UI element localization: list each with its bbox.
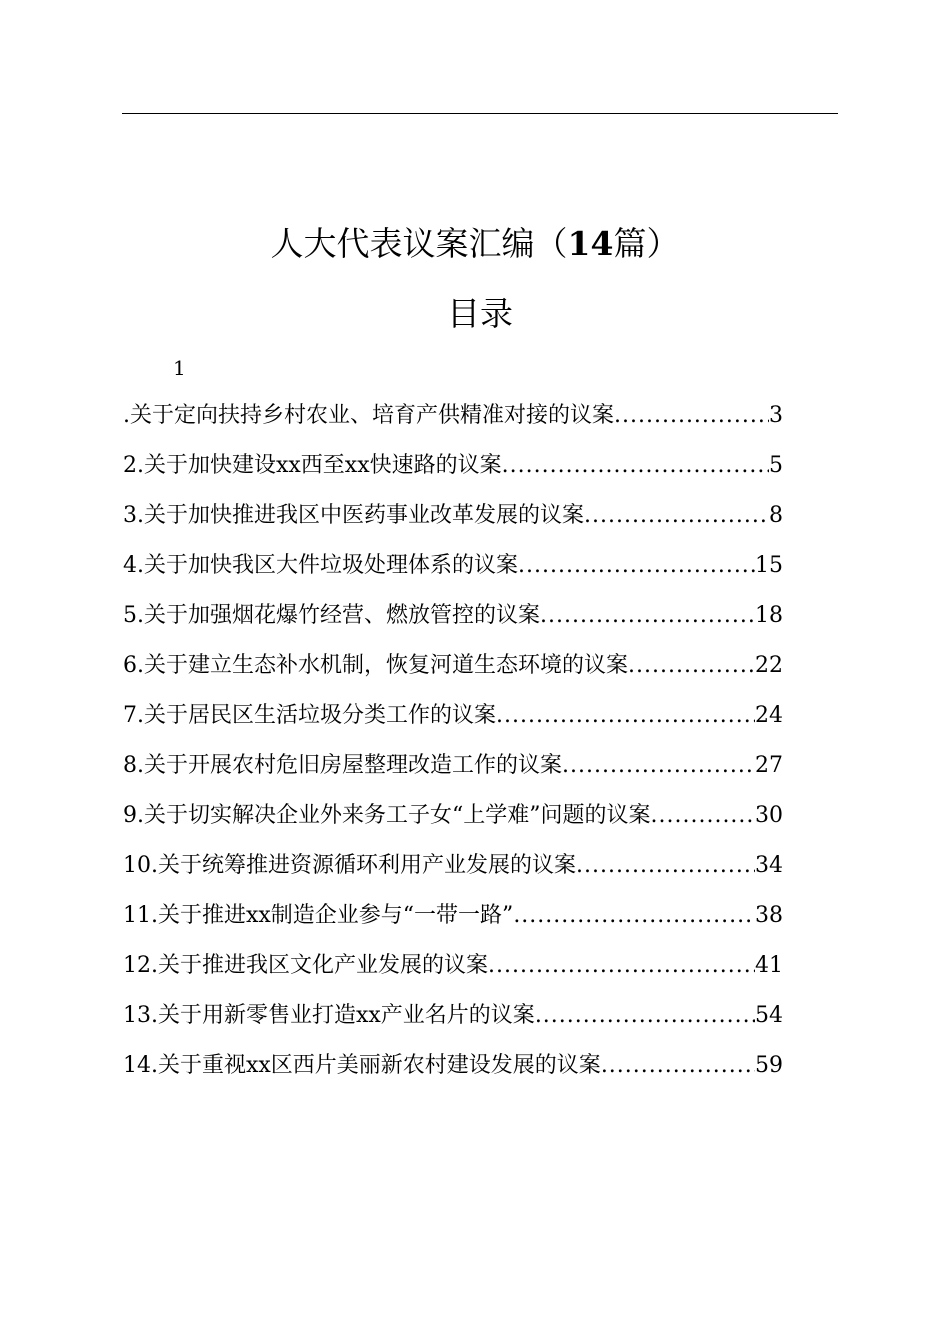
toc-entry-label: 6.关于建立生态补水机制，恢复河道生态环境的议案 <box>123 653 628 678</box>
toc-entry-page: 41 <box>755 953 783 978</box>
toc-entry-10[interactable] <box>123 841 783 891</box>
toc-entry-3[interactable] <box>123 491 783 541</box>
toc-entry-2[interactable] <box>123 441 783 491</box>
toc-dot-leader <box>562 741 755 791</box>
toc-entry-page: 5 <box>769 453 783 478</box>
toc-entry-label: 8.关于开展农村危旧房屋整理改造工作的议案 <box>123 753 562 778</box>
toc-dot-leader <box>535 991 755 1041</box>
toc-entry-page: 38 <box>755 903 783 928</box>
toc-dot-leader <box>502 441 769 491</box>
title-count: 14 <box>567 224 614 263</box>
toc-dot-leader <box>518 541 755 591</box>
title-main: 人大代表议案汇编（ <box>270 224 568 263</box>
toc-entry-label: 13.关于用新零售业打造xx产业名片的议案 <box>123 1003 535 1028</box>
toc-entry-label: 3.关于加快推进我区中医药事业改革发展的议案 <box>123 503 584 528</box>
toc-entry-1[interactable] <box>123 391 783 441</box>
toc-entry-page: 59 <box>755 1053 783 1078</box>
toc-dot-leader <box>614 391 769 441</box>
toc-entry-label: 10.关于统筹推进资源循环利用产业发展的议案 <box>123 853 576 878</box>
toc-entry-12[interactable] <box>123 941 783 991</box>
toc-entry-page: 54 <box>755 1003 783 1028</box>
toc-entry-8[interactable] <box>123 741 783 791</box>
toc-entry-page: 18 <box>755 603 783 628</box>
document-title <box>0 222 950 266</box>
toc-entry-page: 22 <box>755 653 783 678</box>
toc-entry-6[interactable] <box>123 641 783 691</box>
toc-dot-leader <box>496 691 755 741</box>
toc-dot-leader <box>628 641 755 691</box>
stray-number: 1 <box>173 356 186 380</box>
toc-entry-11[interactable] <box>123 891 783 941</box>
toc-entry-page: 15 <box>755 553 783 578</box>
toc-entry-label: 7.关于居民区生活垃圾分类工作的议案 <box>123 703 496 728</box>
toc-dot-leader <box>540 591 755 641</box>
toc-dot-leader <box>651 791 756 841</box>
toc-entry-label: 12.关于推进我区文化产业发展的议案 <box>123 953 488 978</box>
toc-entry-page: 3 <box>769 403 783 428</box>
toc-entry-page: 24 <box>755 703 783 728</box>
toc-heading: 目录 <box>447 294 513 333</box>
toc-dot-leader <box>576 841 755 891</box>
toc-entry-9[interactable] <box>123 791 783 841</box>
toc-entry-label: 14.关于重视xx区西片美丽新农村建设发展的议案 <box>123 1053 601 1078</box>
toc-entry-page: 27 <box>755 753 783 778</box>
toc-entry-14[interactable] <box>123 1041 783 1091</box>
header-rule <box>122 113 838 114</box>
toc-entry-7[interactable] <box>123 691 783 741</box>
toc-entry-page: 34 <box>755 853 783 878</box>
toc-entry-label: 4.关于加快我区大件垃圾处理体系的议案 <box>123 553 518 578</box>
table-of-contents <box>123 391 783 1091</box>
title-end: 篇） <box>613 224 680 263</box>
toc-entry-label: 2.关于加快建设xx西至xx快速路的议案 <box>123 453 502 478</box>
toc-dot-leader <box>584 491 769 541</box>
toc-entry-label: 9.关于切实解决企业外来务工子女“上学难”问题的议案 <box>123 803 651 828</box>
toc-dot-leader <box>601 1041 755 1091</box>
toc-entry-13[interactable] <box>123 991 783 1041</box>
toc-entry-label: 11.关于推进xx制造企业参与“一带一路” <box>123 903 514 928</box>
toc-entry-label: 5.关于加强烟花爆竹经营、燃放管控的议案 <box>123 603 540 628</box>
toc-entry-label: .关于定向扶持乡村农业、培育产供精准对接的议案 <box>123 403 614 428</box>
toc-entry-4[interactable] <box>123 541 783 591</box>
toc-entry-page: 8 <box>769 503 783 528</box>
toc-entry-page: 30 <box>755 803 783 828</box>
toc-dot-leader <box>488 941 755 991</box>
toc-dot-leader <box>513 891 755 941</box>
toc-entry-5[interactable] <box>123 591 783 641</box>
